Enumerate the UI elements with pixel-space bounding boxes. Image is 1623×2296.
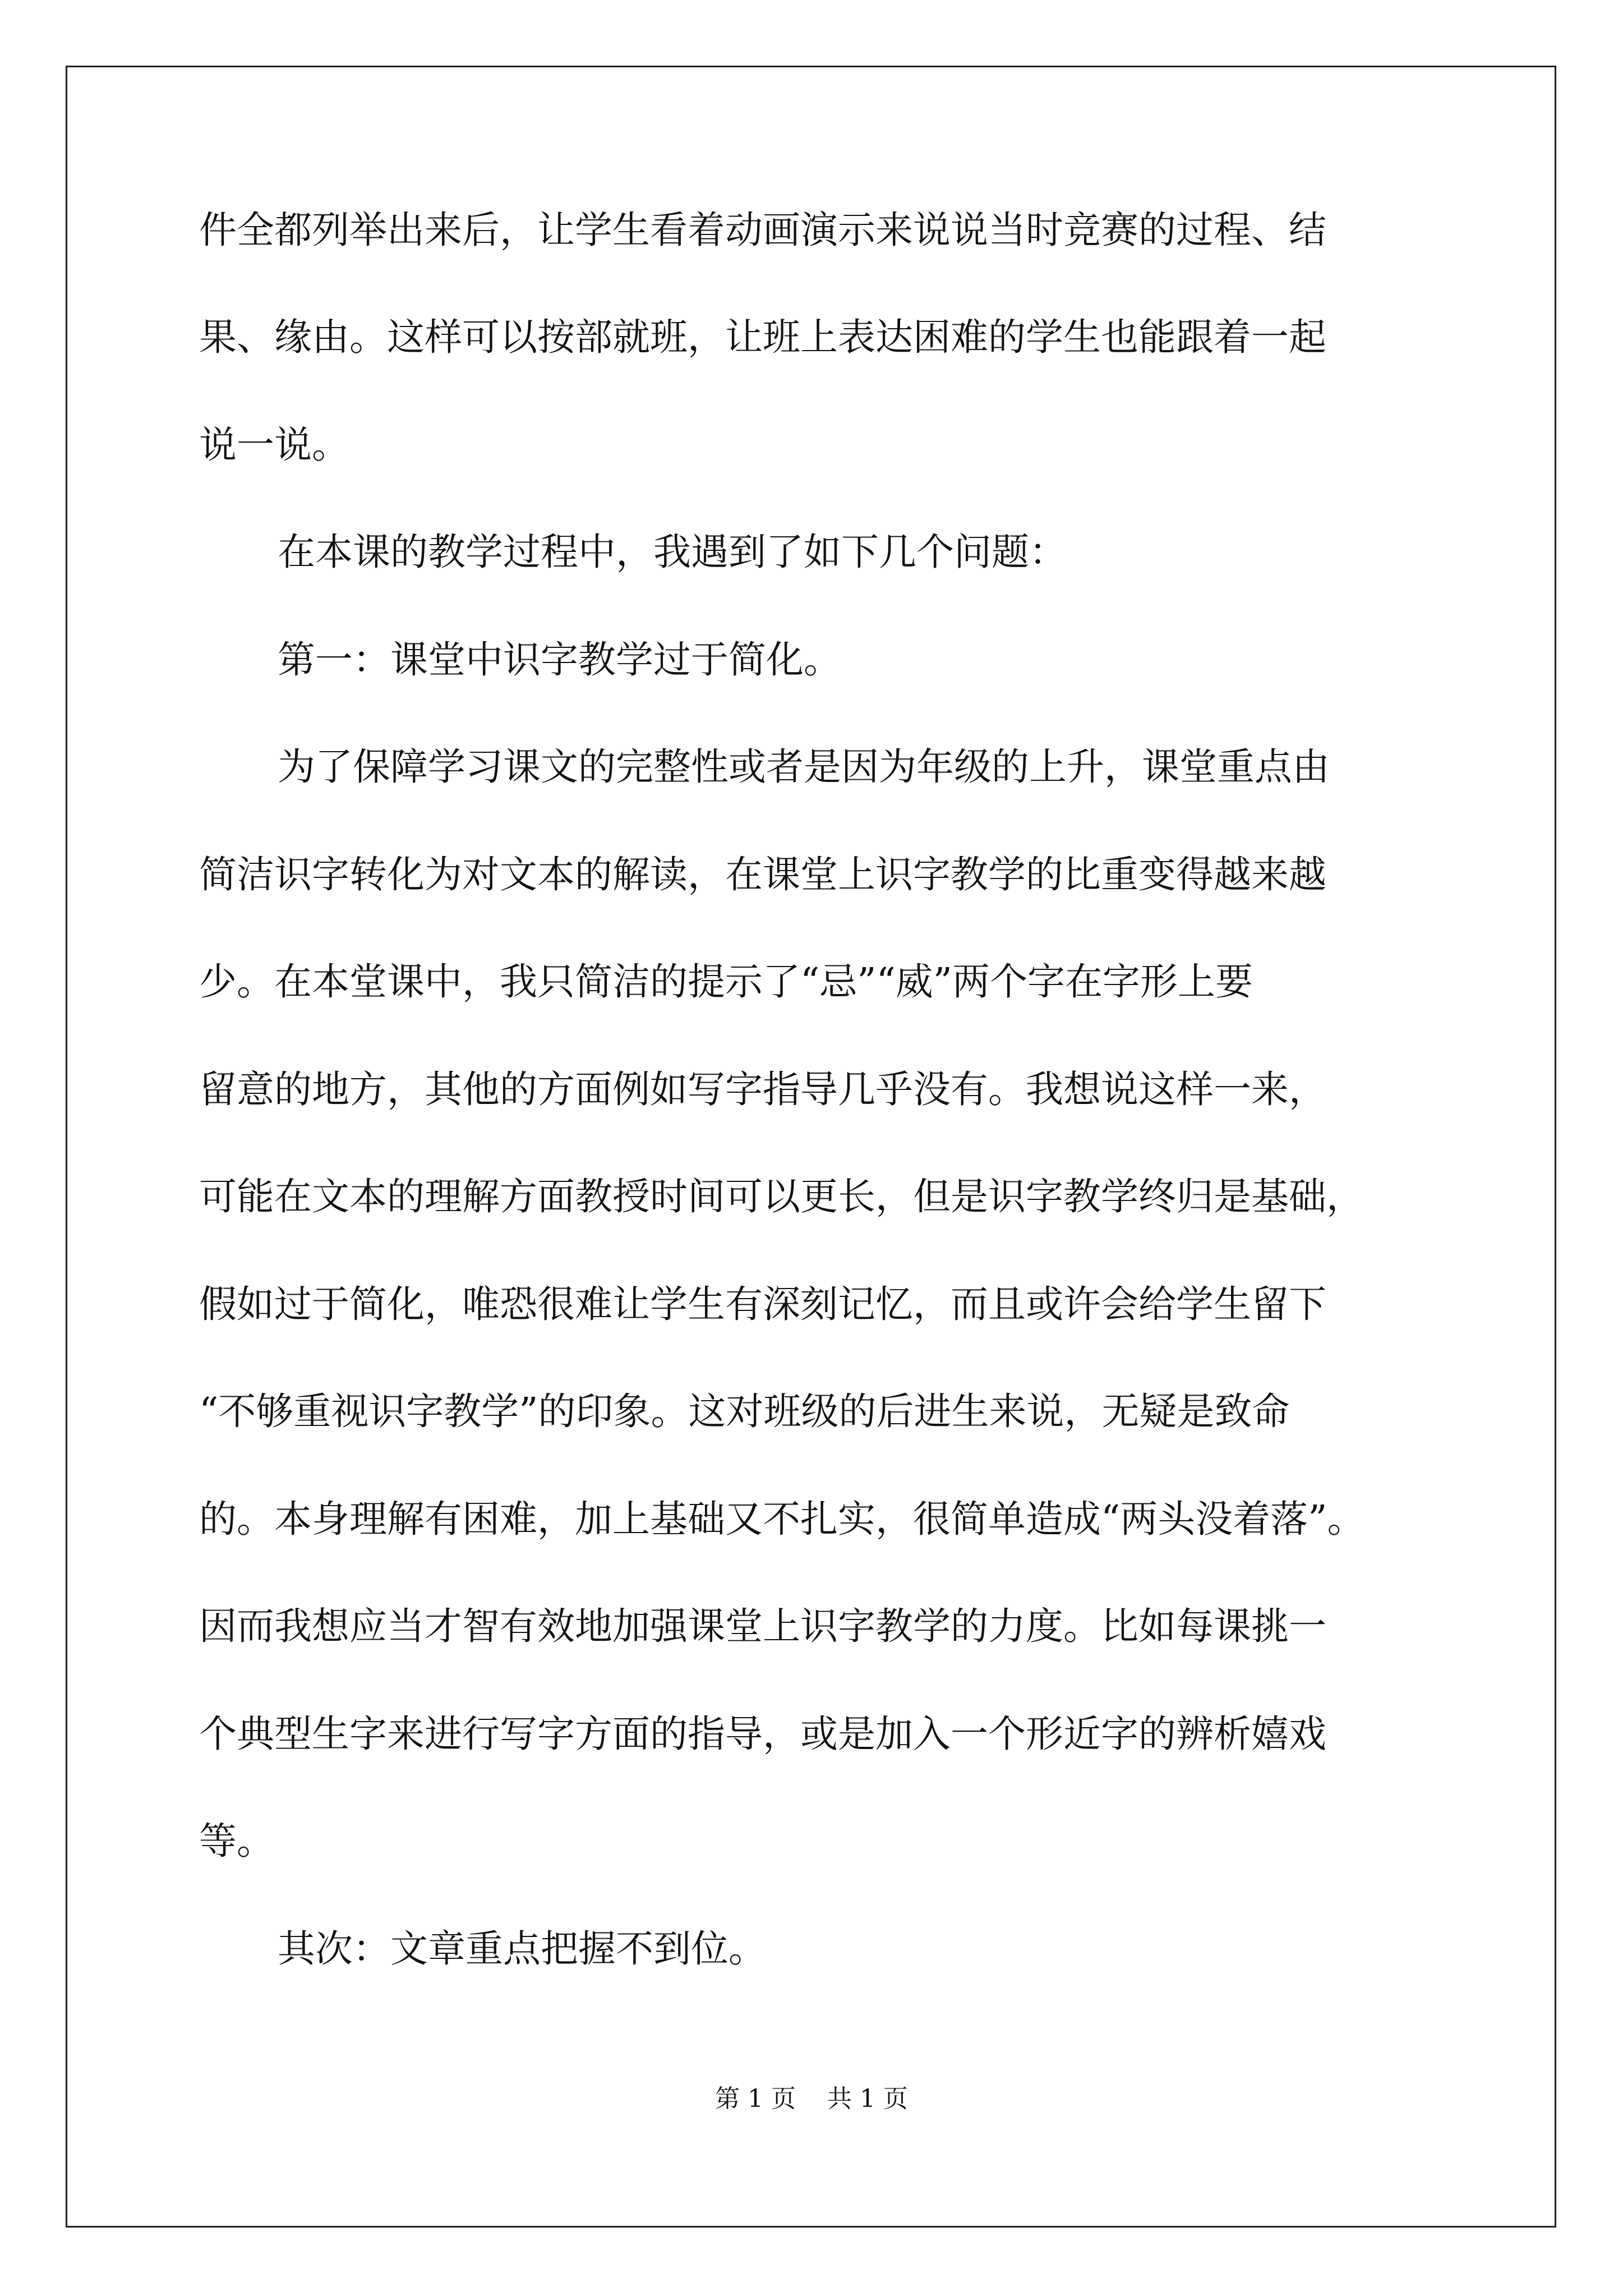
text-line: 果、缘由。这样可以按部就班，让班上表达困难的学生也能跟着一起	[199, 315, 1326, 359]
text-line: 件全都列举出来后，让学生看着动画演示来说说当时竞赛的过程、结	[199, 208, 1326, 252]
text-line: 可能在文本的理解方面教授时间可以更长，但是识字教学终归是基础，	[199, 1175, 1364, 1218]
section-heading: 第一：课堂中识字教学过于简化。	[278, 638, 841, 682]
text-line: 等。	[199, 1819, 274, 1863]
page-border	[66, 66, 1556, 2228]
text-line: 简洁识字转化为对文本的解读，在课堂上识字教学的比重变得越来越	[199, 853, 1326, 896]
page-number: 第 1 页 共 1 页	[715, 2085, 908, 2113]
text-line: 个典型生字来进行写字方面的指导，或是加入一个形近字的辨析嬉戏	[199, 1712, 1326, 1756]
paragraph-start: 在本课的教学过程中，我遇到了如下几个问题：	[278, 530, 1067, 574]
text-line: 的。本身理解有困难，加上基础又不扎实，很简单造成“两头没着落”。	[199, 1497, 1365, 1541]
section-heading: 其次：文章重点把握不到位。	[278, 1927, 766, 1971]
text-line: “不够重视识字教学”的印象。这对班级的后进生来说，无疑是致命	[199, 1389, 1290, 1433]
text-line: 假如过于简化，唯恐很难让学生有深刻记忆，而且或许会给学生留下	[199, 1282, 1326, 1326]
text-line: 留意的地方，其他的方面例如写字指导几乎没有。我想说这样一来，	[199, 1068, 1326, 1111]
paragraph-start: 为了保障学习课文的完整性或者是因为年级的上升，课堂重点由	[278, 745, 1330, 789]
text-line: 因而我想应当才智有效地加强课堂上识字教学的力度。比如每课挑一	[199, 1604, 1326, 1648]
text-line: 少。在本堂课中，我只简洁的提示了“忌”“威”两个字在字形上要	[199, 960, 1253, 1004]
text-line: 说一说。	[199, 423, 349, 467]
